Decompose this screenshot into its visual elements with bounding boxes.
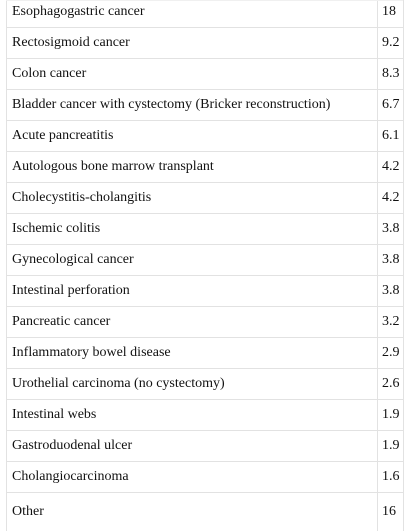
row-label: Intestinal perforation	[7, 276, 378, 307]
table-row	[7, 152, 404, 183]
table-row	[7, 121, 404, 152]
row-value: 16	[378, 493, 404, 531]
table-row	[7, 493, 404, 531]
row-value: 2.9	[378, 338, 404, 369]
row-value: 1.9	[378, 400, 404, 431]
table-row	[7, 214, 404, 245]
row-label: Bladder cancer with cystectomy (Bricker reconstruction)	[7, 90, 378, 121]
table-row	[7, 183, 404, 214]
row-value: 3.8	[378, 276, 404, 307]
row-value: 8.3	[378, 59, 404, 90]
table-row	[7, 90, 404, 121]
row-value: 2.6	[378, 369, 404, 400]
table-row	[7, 1, 404, 28]
row-value: 18	[378, 1, 404, 28]
data-table-container	[6, 0, 403, 531]
row-value: 9.2	[378, 28, 404, 59]
table-row	[7, 59, 404, 90]
row-label: Gynecological cancer	[7, 245, 378, 276]
table-row	[7, 28, 404, 59]
row-label: Intestinal webs	[7, 400, 378, 431]
table-row	[7, 369, 404, 400]
table-row	[7, 400, 404, 431]
row-value: 6.1	[378, 121, 404, 152]
table-row	[7, 245, 404, 276]
table-row	[7, 307, 404, 338]
row-value: 4.2	[378, 183, 404, 214]
row-label: Gastroduodenal ulcer	[7, 431, 378, 462]
row-value: 6.7	[378, 90, 404, 121]
row-value: 4.2	[378, 152, 404, 183]
row-label: Rectosigmoid cancer	[7, 28, 378, 59]
row-label: Acute pancreatitis	[7, 121, 378, 152]
table-row	[7, 276, 404, 307]
table-row	[7, 338, 404, 369]
row-label: Ischemic colitis	[7, 214, 378, 245]
row-label: Inflammatory bowel disease	[7, 338, 378, 369]
row-label: Cholangiocarcinoma	[7, 462, 378, 493]
row-value: 3.2	[378, 307, 404, 338]
table-row	[7, 462, 404, 493]
row-label: Pancreatic cancer	[7, 307, 378, 338]
row-value: 3.8	[378, 214, 404, 245]
row-label: Urothelial carcinoma (no cystectomy)	[7, 369, 378, 400]
row-value: 1.6	[378, 462, 404, 493]
diagnosis-table	[6, 0, 404, 531]
table-row	[7, 431, 404, 462]
row-label: Esophagogastric cancer	[7, 1, 378, 28]
row-value: 1.9	[378, 431, 404, 462]
row-value: 3.8	[378, 245, 404, 276]
row-label: Autologous bone marrow transplant	[7, 152, 378, 183]
row-label: Colon cancer	[7, 59, 378, 90]
row-label: Cholecystitis-cholangitis	[7, 183, 378, 214]
row-label: Other	[7, 493, 378, 531]
